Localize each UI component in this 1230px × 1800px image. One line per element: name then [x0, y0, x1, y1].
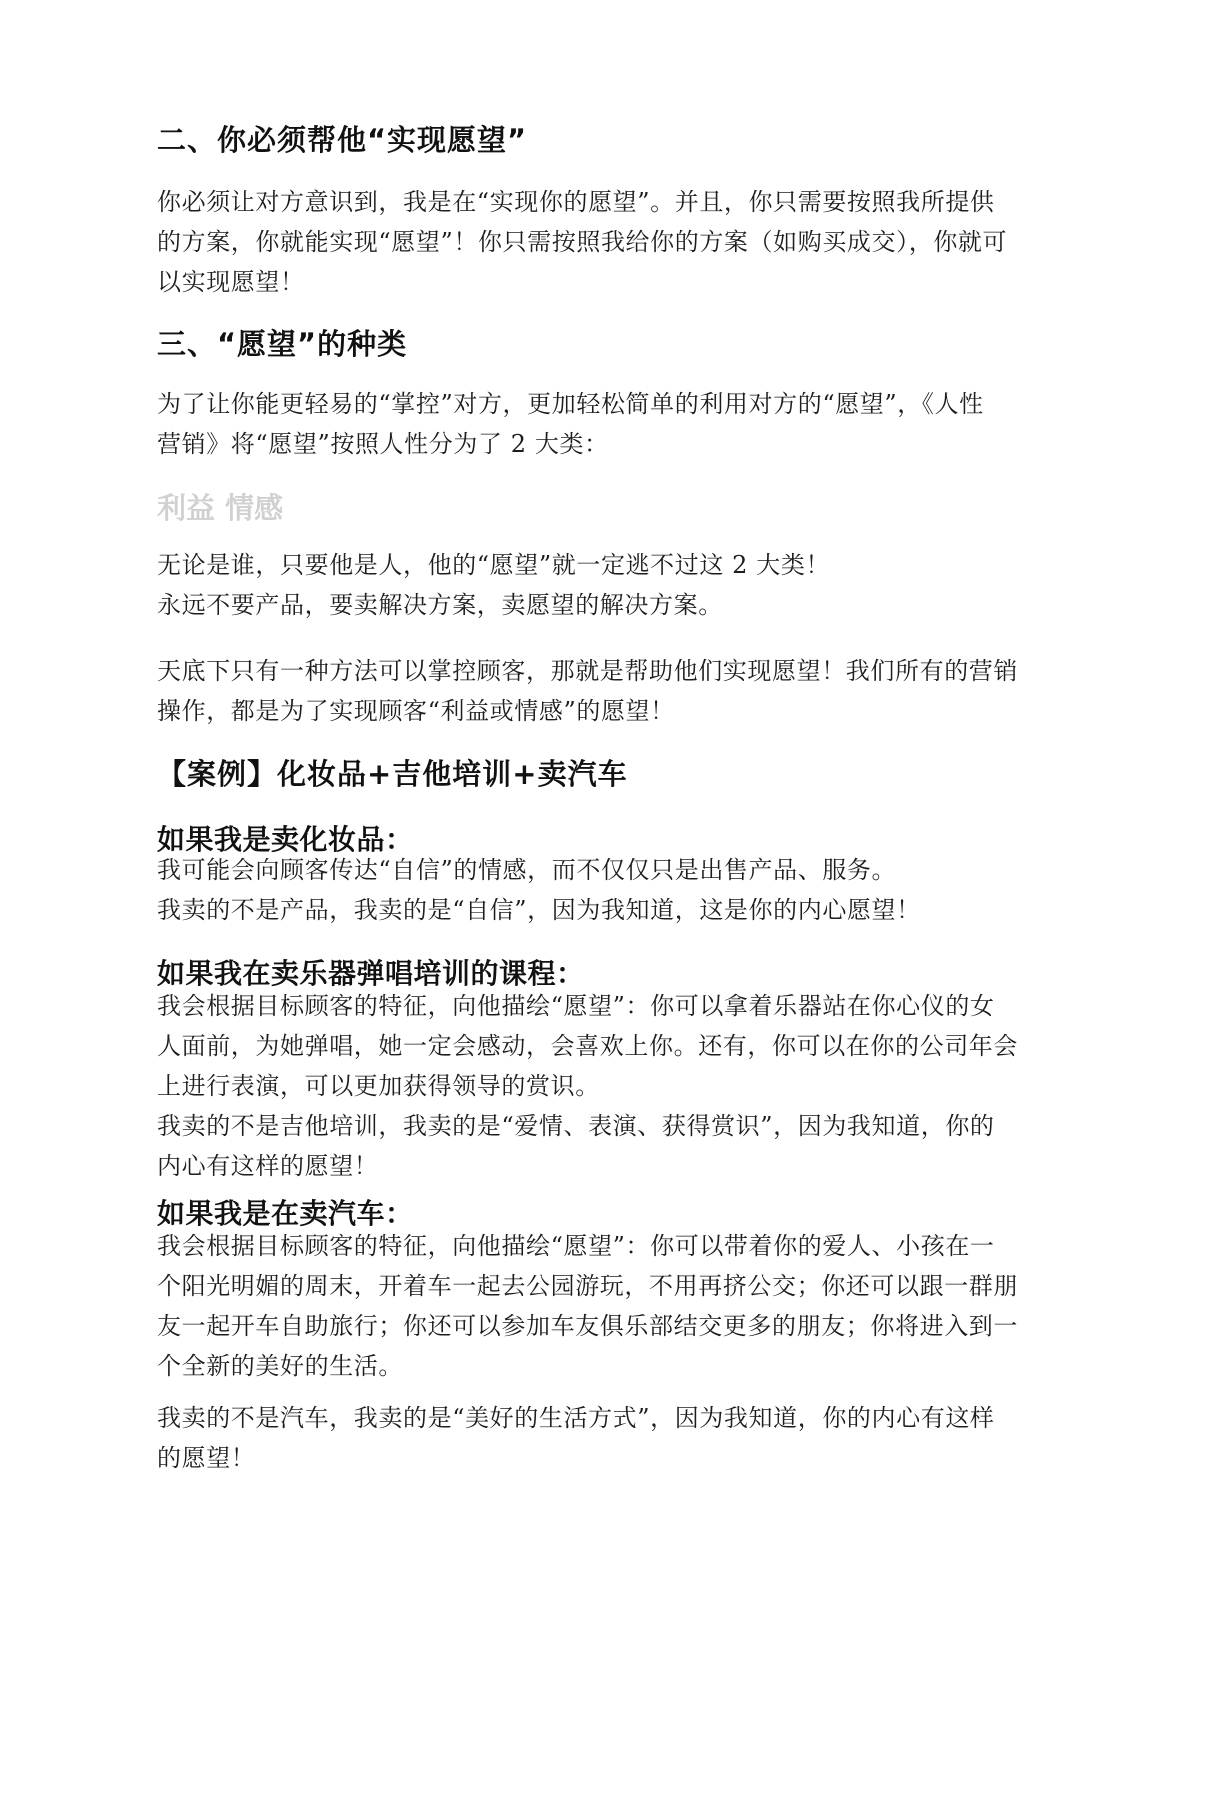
paragraph-line: 操作，都是为了实现顾客“利益或情感”的愿望！ — [157, 697, 675, 725]
paragraph-line: 内心有这样的愿望！ — [157, 1152, 379, 1180]
paragraph-line: 我会根据目标顾客的特征，向他描绘“愿望”：你可以拿着乐器站在你心仪的女 — [157, 992, 995, 1020]
paragraph-line: 的愿望！ — [157, 1444, 256, 1472]
paragraph-line: 为了让你能更轻易的“掌控”对方，更加轻松简单的利用对方的“愿望”，《人性 — [157, 390, 984, 418]
section-2-paragraph — [157, 182, 1077, 302]
section-heading-2: 二、你必须帮他“实现愿望” — [157, 123, 528, 157]
car-closing-paragraph — [157, 1398, 1077, 1478]
paragraph-line: 永远不要产品，要卖解决方案，卖愿望的解决方案。 — [157, 591, 723, 619]
paragraph-line: 个全新的美好的生活。 — [157, 1352, 403, 1380]
cosmetics-heading: 如果我是卖化妆品： — [157, 823, 414, 856]
paragraph-line: 营销》将“愿望”按照人性分为了 2 大类： — [157, 430, 609, 458]
section-3-summary — [157, 545, 1077, 625]
paragraph-line: 以实现愿望！ — [157, 268, 305, 296]
paragraph-line: 友一起开车自助旅行；你还可以参加车友俱乐部结交更多的朋友；你将进入到一 — [157, 1312, 1018, 1340]
paragraph-line: 你必须让对方意识到，我是在“实现你的愿望”。并且，你只需要按照我所提供 — [157, 188, 995, 216]
categories-faded-label: 利益 情感 — [157, 491, 284, 525]
paragraph-line: 我会根据目标顾客的特征，向他描绘“愿望”：你可以带着你的爱人、小孩在一 — [157, 1232, 995, 1260]
paragraph-line: 的方案，你就能实现“愿望”！你只需按照我给你的方案（如购买成交），你就可 — [157, 228, 1008, 256]
paragraph-line: 我卖的不是产品，我卖的是“自信”，因为我知道，这是你的内心愿望！ — [157, 896, 921, 924]
paragraph-line: 天底下只有一种方法可以掌控顾客，那就是帮助他们实现愿望！我们所有的营销 — [157, 657, 1018, 685]
paragraph-line: 无论是谁，只要他是人，他的“愿望”就一定逃不过这 2 大类！ — [157, 551, 831, 579]
section-3-conclusion — [157, 651, 1077, 731]
cases-heading: 【案例】化妆品+吉他培训+卖汽车 — [157, 757, 628, 791]
section-3-intro — [157, 384, 1077, 464]
car-heading: 如果我是在卖汽车： — [157, 1197, 414, 1230]
section-heading-3: 三、“愿望”的种类 — [157, 327, 408, 361]
music-training-heading: 如果我在卖乐器弹唱培训的课程： — [157, 957, 585, 990]
paragraph-line: 我可能会向顾客传达“自信”的情感，而不仅仅只是出售产品、服务。 — [157, 856, 897, 884]
paragraph-line: 我卖的不是吉他培训，我卖的是“爱情、表演、获得赏识”，因为我知道，你的 — [157, 1112, 995, 1140]
paragraph-line: 个阳光明媚的周末，开着车一起去公园游玩，不用再挤公交；你还可以跟一群朋 — [157, 1272, 1018, 1300]
music-training-paragraph — [157, 986, 1077, 1186]
paragraph-line: 上进行表演，可以更加获得领导的赏识。 — [157, 1072, 600, 1100]
car-paragraph — [157, 1226, 1077, 1386]
cosmetics-paragraph — [157, 850, 1077, 930]
paragraph-line: 人面前，为她弹唱，她一定会感动，会喜欢上你。还有，你可以在你的公司年会 — [157, 1032, 1018, 1060]
paragraph-line: 我卖的不是汽车，我卖的是“美好的生活方式”，因为我知道，你的内心有这样 — [157, 1404, 995, 1432]
